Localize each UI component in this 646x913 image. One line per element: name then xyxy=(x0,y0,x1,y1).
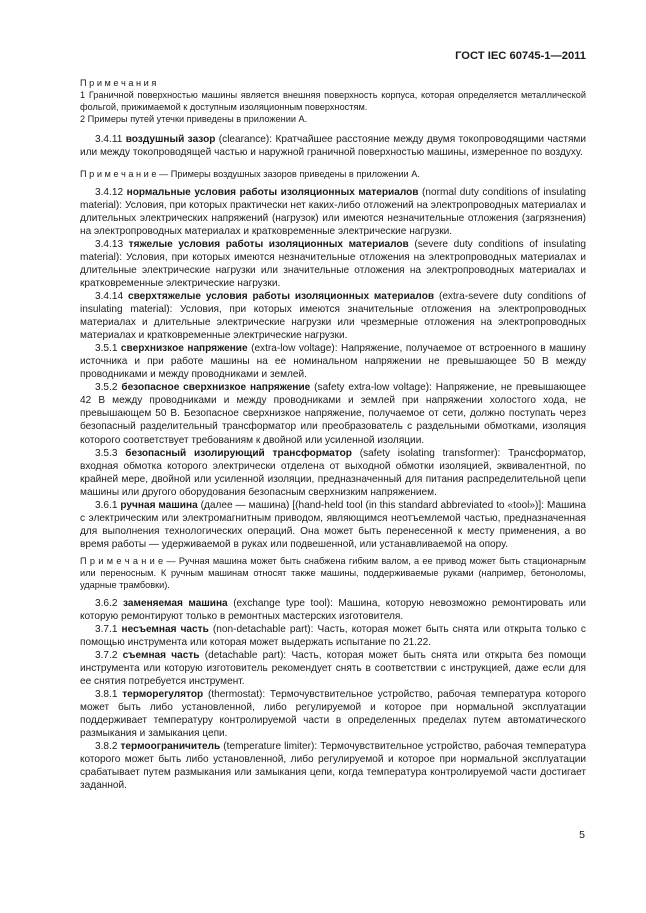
term-note: П р и м е ч а н и е — Ручная машина может быть снабжена гибким валом, а ее привод может быть стационарным или переносным. К ручным машинам относят также машины, поддерживаемые руками (например, бетоноломы, ударные трамбовки). xyxy=(80,555,586,590)
term-entry xyxy=(80,597,586,623)
term-definition: (extra-severe duty conditions of insulating material): Условия, при которых имеются значительные отложения на электропроводных материалах и длительные электрические нагрузки или чрезмерные отложения на электропроводных материалах и кратковременные электрические нагрузки. xyxy=(80,291,587,342)
term-entry xyxy=(80,623,586,649)
term-definition: (exchange type tool): Машина, которую невозможно ремонтировать или которую ремонтируют только в ремонтных мастерских изготовителя. xyxy=(80,597,587,622)
term-number: 3.4.11 xyxy=(95,133,126,145)
term-note: П р и м е ч а н и е — Примеры воздушных зазоров приведены в приложении А. xyxy=(80,168,420,179)
term-number: 3.5.3 xyxy=(95,447,126,459)
term-entry xyxy=(80,740,586,792)
term-name: сверхнизкое напряжение xyxy=(120,343,248,355)
term-entry xyxy=(80,649,586,688)
term-name: терморегулятор xyxy=(122,688,204,700)
term-definition: (safety extra-low voltage): Напряжение, не превышающее 42 В между проводниками и между проводниками и землей при напряжении холостого хода, не превышающем 50 В. Безопасное сверхнизкое напряжение, получаемое от сети, должно поступать через безопасный разделительный трансформатор или преобразователь с раздельными обмотками, изоляция которого соответствует требованиям к двойной или усиленной изоляции. xyxy=(80,382,586,446)
term-name: заменяемая машина xyxy=(122,597,228,609)
term-number: 3.7.1 xyxy=(95,623,122,635)
term-name: ручная машина xyxy=(120,499,198,511)
term-name: безопасный изолирующий трансформатор xyxy=(125,447,352,459)
term-number: 3.6.1 xyxy=(95,499,121,511)
term-entry xyxy=(80,133,586,159)
term-definition: (non-detachable part): Часть, которая может быть снята или открыта только с помощью инструмента или которая может выдержать испытание по 21.22. xyxy=(80,623,586,648)
term-entry xyxy=(80,342,586,381)
term-definition: (clearance): Кратчайшее расстояние между двумя токопроводящими частями или между токопроводящей частью и наружной граничной поверхностью машины, измеренное по воздуху. xyxy=(80,133,586,158)
term-name: термоограничитель xyxy=(120,741,221,753)
term-number: 3.4.13 xyxy=(95,238,129,250)
page-number: 5 xyxy=(579,829,585,841)
term-name: съемная часть xyxy=(122,649,200,661)
term-entry xyxy=(80,381,586,446)
term-definition: (temperature limiter): Термочувствительное устройство, рабочая температура которого может быть либо установленной, либо регулируемой и которое при нормальной эксплуатации срабатывает путем размыкания или замыкания цепи, когда температура контролируемой части достигает заданной. xyxy=(80,741,586,792)
term-definition: (далее — машина) [(hand-held tool (in this standard abbreviated to «tool»)]: Машина с электрическим или электромагнитным приводом, являющимся неотъемлемой частью, предназначенная для выполнения технологических операций. Она может быть перенесенной к месту применения, а во время работы — удерживаемой в руках или подвешенной, или устанавливаемой на опору. xyxy=(80,499,587,550)
notes-heading: П р и м е ч а н и я xyxy=(80,78,157,88)
term-number: 3.6.2 xyxy=(95,597,123,609)
term-name: воздушный зазор xyxy=(125,133,216,145)
term-number: 3.5.2 xyxy=(95,382,122,394)
term-definition: (detachable part): Часть, которая может быть снята или открыта без помощи инструмента или которую изготовитель рекомендует снять в соответствии с инструкцией, даже если для ее снятия потребуется инструмент. xyxy=(80,649,587,687)
term-number: 3.4.14 xyxy=(95,291,128,302)
term-definition: (extra-low voltage): Напряжение, получаемое от встроенного в машину источника и при работе машины на ее номинальном напряжении не превышающее 50 В между проводниками и между проводниками и землей. xyxy=(80,343,586,381)
note-item-2: 2 Примеры путей утечки приведены в приложении А. xyxy=(80,113,308,124)
term-definition: (thermostat): Термочувствительное устройство, рабочая температура которого может быть либо установленной, либо регулируемой и которое при нормальной эксплуатации поддерживает температуру контролируемой части в определенных пределах путем автоматического размыкания и замыкания цепи. xyxy=(80,688,586,740)
term-name: сверхтяжелые условия работы изоляционных материалов xyxy=(127,291,435,302)
term-entry xyxy=(80,186,586,238)
term-name: безопасное сверхнизкое напряжение xyxy=(121,382,311,394)
term-number: 3.5.1 xyxy=(95,343,121,355)
term-entry xyxy=(80,688,586,740)
term-entry xyxy=(80,238,586,290)
term-definition: (normal duty conditions of insulating material): Условия, при которых практически нет каких-либо отложений на электропроводных материалах и длительных электрических напряжений (нагрузок) или имеются незначительные отложения (загрязнения) на электропроводных материалах и кратковременные электрические нагрузки. xyxy=(80,186,586,237)
term-number: 3.8.1 xyxy=(95,688,123,700)
term-number: 3.4.12 xyxy=(95,186,127,198)
term-entry xyxy=(80,499,586,551)
term-number: 3.8.2 xyxy=(95,741,121,753)
term-entry xyxy=(80,290,586,342)
term-name: несъемная часть xyxy=(121,623,209,635)
term-name: нормальные условия работы изоляционных материалов xyxy=(126,186,419,198)
document-header: ГОСТ IEC 60745-1—2011 xyxy=(455,50,586,62)
term-name: тяжелые условия работы изоляционных материалов xyxy=(128,238,409,250)
page-content xyxy=(80,78,586,792)
term-definition: (severe duty conditions of insulating material): Условия, при которых имеются незначительные отложения на электропроводных материалах и длительные электрические нагрузки или значительные отложения на электропроводных материалах и кратковременные электрические нагрузки. xyxy=(80,238,586,289)
term-definition: (safety isolating transformer): Трансформатор, входная обмотка которого электрически отделена от выходной обмотки изоляцией, эквивалентной, по крайней мере, двойной или усиленной изоляции, предназначенный для питания распределительной цепи машины или другого оборудования безопасным сверхнизким напряжением. xyxy=(80,447,586,498)
terms-list xyxy=(80,133,586,793)
term-entry xyxy=(80,447,586,499)
term-number: 3.7.2 xyxy=(95,649,123,661)
note-item-1: 1 Граничной поверхностью машины является внешняя поверхность корпуса, которая определяется металлической фольгой, прижимаемой к доступным изоляционным поверхностям. xyxy=(80,89,586,112)
